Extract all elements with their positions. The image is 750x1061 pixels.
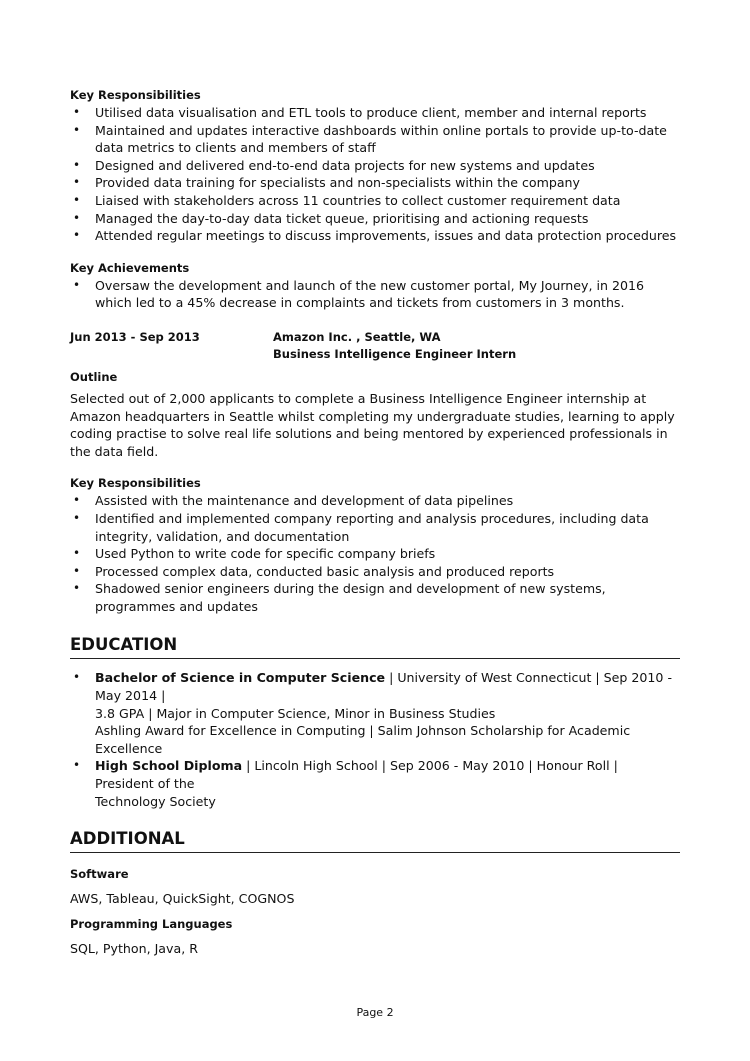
bullet-icon: •	[73, 546, 81, 561]
degree-details: 3.8 GPA | Major in Computer Science, Minor in Business Studies	[95, 705, 496, 721]
list-item	[70, 104, 680, 122]
job-info	[273, 329, 680, 364]
education-list	[70, 669, 680, 810]
bullet-icon: •	[73, 175, 81, 190]
list-item-text: Processed complex data, conducted basic analysis and produced reports	[95, 563, 555, 579]
page-number: Page 2	[356, 1006, 394, 1019]
achievements-list	[70, 277, 680, 312]
job-company: Amazon Inc. , Seattle, WA	[273, 329, 441, 344]
programming-languages-heading: Programming Languages	[70, 916, 233, 931]
bullet-icon: •	[73, 228, 81, 243]
degree-name: High School Diploma	[95, 758, 243, 774]
section-title-education: EDUCATION	[70, 634, 680, 659]
bullet-icon: •	[73, 563, 81, 578]
bullet-icon: •	[73, 210, 81, 225]
degree-details: Technology Society	[95, 793, 216, 809]
additional-section	[70, 828, 680, 957]
list-item-text: Used Python to write code for specific company briefs	[95, 546, 436, 562]
list-item-text: Provided data training for specialists and non-specialists within the company	[95, 175, 580, 191]
list-item-text: Managed the day-to-day data ticket queue, prioritising and actioning requests	[95, 210, 589, 226]
list-item	[70, 157, 680, 175]
responsibilities-list	[70, 492, 680, 615]
software-list: AWS, Tableau, QuickSight, COGNOS	[70, 891, 295, 907]
degree-name: Bachelor of Science in Computer Science	[95, 670, 386, 686]
bullet-icon: •	[73, 581, 81, 596]
education-item	[70, 669, 680, 757]
job-role: Business Intelligence Engineer Intern	[273, 347, 517, 362]
education-item	[70, 757, 680, 810]
list-item	[70, 174, 680, 192]
list-item-text: Assisted with the maintenance and development of data pipelines	[95, 493, 514, 509]
responsibilities-list	[70, 104, 680, 245]
programming-languages-list: SQL, Python, Java, R	[70, 940, 198, 956]
resume-page	[70, 87, 680, 957]
list-item	[70, 492, 680, 510]
list-item-text: Utilised data visualisation and ETL tools to produce client, member and internal reports	[95, 105, 647, 120]
list-item	[70, 510, 680, 545]
list-item	[70, 563, 680, 581]
list-item-text: Shadowed senior engineers during the design and development of new systems, programmes and updates	[95, 581, 606, 614]
job-entry-amazon	[70, 329, 680, 616]
list-item	[70, 210, 680, 228]
outline-heading: Outline	[70, 369, 118, 384]
education-section	[70, 634, 680, 810]
degree-awards: Ashling Award for Excellence in Computing | Salim Johnson Scholarship for Academic Excellence	[95, 723, 631, 756]
section-title-additional: ADDITIONAL	[70, 828, 680, 853]
list-item	[70, 227, 680, 245]
bullet-icon: •	[73, 277, 81, 292]
key-responsibilities-heading: Key Responsibilities	[70, 476, 201, 491]
bullet-icon: •	[73, 493, 81, 508]
job-header	[70, 329, 680, 364]
experience-continued	[70, 87, 680, 312]
outline-text: Selected out of 2,000 applicants to complete a Business Intelligence Engineer internship at Amazon headquarters in Seattle whilst completing my undergraduate studies, learning to apply coding practise to solve real life solutions and being mentored by experienced professionals in the data field.	[70, 390, 675, 459]
software-heading: Software	[70, 867, 129, 882]
key-achievements-heading: Key Achievements	[70, 260, 190, 275]
bullet-icon: •	[73, 157, 81, 172]
list-item	[70, 580, 680, 615]
degree-details: | Lincoln High School | Sep 2006 - May 2010 | Honour Roll | President of the	[95, 758, 618, 792]
list-item-text: Liaised with stakeholders across 11 countries to collect customer requirement data	[95, 192, 621, 208]
list-item	[70, 122, 680, 157]
job-dates: Jun 2013 - Sep 2013	[70, 329, 200, 344]
list-item-text: Maintained and updates interactive dashboards within online portals to provide up-to-date data metrics to clients and members of staff	[95, 122, 667, 156]
key-responsibilities-heading: Key Responsibilities	[70, 88, 201, 102]
list-item	[70, 545, 680, 563]
bullet-icon: •	[73, 122, 81, 137]
list-item-text: Attended regular meetings to discuss improvements, issues and data protection procedures	[95, 228, 677, 244]
list-item-text: Oversaw the development and launch of the new customer portal, My Journey, in 2016 which led to a 45% decrease in complaints and tickets from customers in 3 months.	[95, 277, 645, 311]
list-item	[70, 277, 680, 312]
bullet-icon: •	[73, 758, 81, 773]
bullet-icon: •	[73, 670, 81, 685]
list-item	[70, 192, 680, 210]
list-item-text: Identified and implemented company reporting and analysis procedures, including data integrity, validation, and documentation	[95, 510, 649, 544]
degree-details: | University of West Connecticut | Sep 2010 - May 2014 |	[95, 670, 672, 704]
list-item-text: Designed and delivered end-to-end data projects for new systems and updates	[95, 157, 595, 173]
bullet-icon: •	[73, 510, 81, 525]
bullet-icon: •	[73, 192, 81, 207]
bullet-icon: •	[73, 105, 81, 119]
